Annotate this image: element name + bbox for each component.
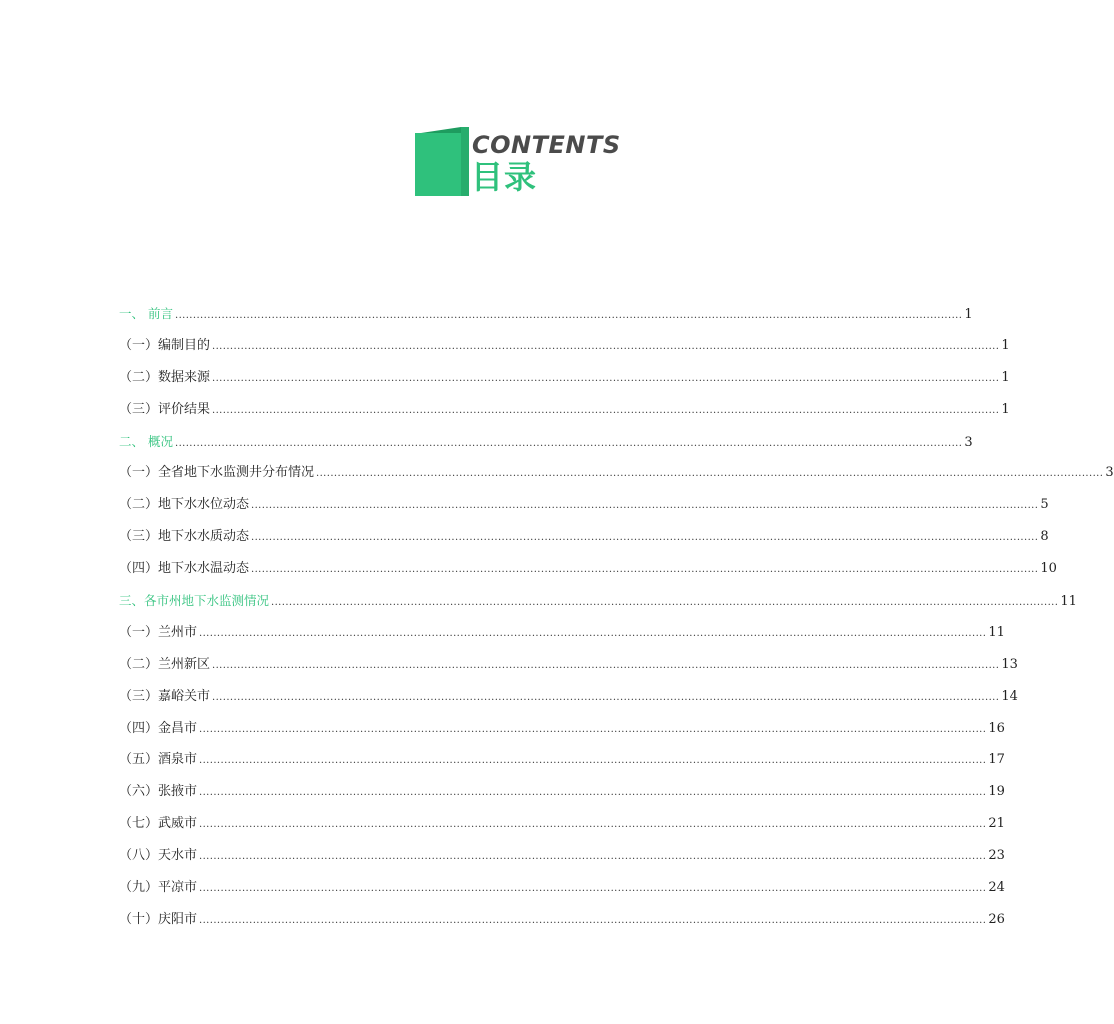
toc-page-number: 8 bbox=[1040, 529, 1049, 545]
toc-dot-leader: ............................................................................................................................................................................................................................ bbox=[199, 914, 987, 926]
toc-dot-leader: ............................................................................................................................................................................................................................ bbox=[212, 404, 1000, 416]
toc-entry-label: （二）兰州新区 bbox=[119, 656, 211, 672]
toc-page-number: 13 bbox=[1001, 656, 1018, 672]
toc-entry-label: （三）嘉峪关市 bbox=[119, 688, 211, 704]
toc-entry-label: （一）编制目的 bbox=[119, 337, 211, 353]
toc-chapter-entry[interactable] bbox=[119, 429, 973, 461]
toc-entry-label: 三、各市州地下水监测情况 bbox=[119, 593, 270, 609]
toc-dot-leader: ............................................................................................................................................................................................................................ bbox=[199, 627, 987, 639]
toc-entry-label: （三）评价结果 bbox=[119, 401, 211, 417]
toc-page-number: 24 bbox=[988, 880, 1005, 896]
toc-dot-leader: ............................................................................................................................................................................................................................ bbox=[251, 532, 1039, 544]
toc-page-number: 1 bbox=[964, 307, 973, 322]
toc-entry-label: 一、 前言 bbox=[119, 306, 173, 321]
toc-entry-label: （四）金昌市 bbox=[119, 720, 198, 736]
toc-page-number: 19 bbox=[988, 784, 1005, 800]
toc-chapter-entry[interactable] bbox=[119, 301, 973, 333]
toc-page-number: 3 bbox=[1105, 465, 1114, 481]
toc-entry-label: （五）酒泉市 bbox=[119, 752, 198, 768]
toc-dot-leader: ............................................................................................................................................................................................................................ bbox=[212, 691, 1000, 703]
toc-entry-label: （七）武威市 bbox=[119, 816, 198, 832]
toc-dot-leader: ............................................................................................................................................................................................................................ bbox=[212, 372, 1000, 384]
toc-section-entry[interactable] bbox=[119, 397, 1010, 429]
green-book-square-icon bbox=[415, 127, 469, 196]
toc-page-number: 26 bbox=[988, 911, 1005, 927]
toc-section-entry[interactable] bbox=[119, 524, 1049, 556]
toc-dot-leader: ............................................................................................................................................................................................................................ bbox=[251, 564, 1039, 576]
toc-dot-leader: ............................................................................................................................................................................................................................ bbox=[316, 468, 1104, 480]
toc-dot-leader: ............................................................................................................................................................................................................................ bbox=[271, 597, 1059, 609]
table-of-contents bbox=[119, 301, 1114, 939]
toc-dot-leader: ............................................................................................................................................................................................................................ bbox=[199, 819, 987, 831]
toc-page-number: 21 bbox=[988, 816, 1005, 832]
toc-section-entry[interactable] bbox=[119, 811, 1005, 843]
toc-section-entry[interactable] bbox=[119, 652, 1018, 684]
toc-dot-leader: ............................................................................................................................................................................................................................ bbox=[174, 310, 963, 321]
toc-entry-label: （十）庆阳市 bbox=[119, 911, 198, 927]
toc-section-entry[interactable] bbox=[119, 492, 1049, 524]
toc-page-number: 5 bbox=[1040, 497, 1049, 513]
toc-entry-label: （三）地下水水质动态 bbox=[119, 529, 250, 545]
toc-page-number: 11 bbox=[1060, 594, 1077, 610]
toc-entry-label: （一）全省地下水监测井分布情况 bbox=[119, 465, 315, 481]
toc-dot-leader: ............................................................................................................................................................................................................................ bbox=[199, 883, 987, 895]
contents-label: CONTENTS bbox=[472, 131, 621, 159]
toc-section-entry[interactable] bbox=[119, 684, 1018, 716]
toc-section-entry[interactable] bbox=[119, 716, 1005, 748]
toc-section-entry[interactable] bbox=[119, 779, 1005, 811]
toc-page-number: 16 bbox=[988, 720, 1005, 736]
toc-entry-label: （九）平凉市 bbox=[119, 880, 198, 896]
toc-section-entry[interactable] bbox=[119, 556, 1057, 588]
toc-dot-leader: ............................................................................................................................................................................................................................ bbox=[174, 437, 963, 449]
toc-dot-leader: ............................................................................................................................................................................................................................ bbox=[212, 659, 1000, 671]
toc-dot-leader: ............................................................................................................................................................................................................................ bbox=[199, 755, 987, 767]
toc-page-number: 14 bbox=[1001, 688, 1018, 704]
toc-page-number: 1 bbox=[1001, 401, 1010, 417]
toc-page-number: 17 bbox=[988, 752, 1005, 768]
toc-dot-leader: ............................................................................................................................................................................................................................ bbox=[199, 851, 987, 863]
toc-section-entry[interactable] bbox=[119, 460, 1114, 492]
contents-header bbox=[415, 127, 655, 201]
toc-page-number: 11 bbox=[988, 624, 1005, 640]
toc-entry-label: （四）地下水水温动态 bbox=[119, 561, 250, 577]
toc-section-entry[interactable] bbox=[119, 907, 1005, 939]
toc-entry-label: 二、 概况 bbox=[119, 433, 173, 449]
toc-page-number: 10 bbox=[1040, 561, 1057, 577]
page-title: 目录 bbox=[471, 158, 538, 196]
toc-section-entry[interactable] bbox=[119, 875, 1005, 907]
toc-dot-leader: ............................................................................................................................................................................................................................ bbox=[212, 340, 1000, 352]
toc-entry-label: （二）地下水水位动态 bbox=[119, 497, 250, 513]
toc-page-number: 3 bbox=[964, 434, 973, 450]
toc-section-entry[interactable] bbox=[119, 620, 1005, 652]
toc-dot-leader: ............................................................................................................................................................................................................................ bbox=[251, 500, 1039, 512]
toc-entry-label: （八）天水市 bbox=[119, 848, 198, 864]
toc-section-entry[interactable] bbox=[119, 365, 1010, 397]
toc-page-number: 1 bbox=[1001, 337, 1010, 353]
toc-section-entry[interactable] bbox=[119, 333, 1010, 365]
toc-dot-leader: ............................................................................................................................................................................................................................ bbox=[199, 723, 987, 735]
toc-section-entry[interactable] bbox=[119, 843, 1005, 875]
toc-entry-label: （六）张掖市 bbox=[119, 784, 198, 800]
toc-chapter-entry[interactable] bbox=[119, 588, 1077, 620]
toc-page-number: 1 bbox=[1001, 369, 1010, 385]
toc-dot-leader: ............................................................................................................................................................................................................................ bbox=[199, 787, 987, 799]
toc-page-number: 23 bbox=[988, 848, 1005, 864]
toc-section-entry[interactable] bbox=[119, 747, 1005, 779]
toc-entry-label: （一）兰州市 bbox=[119, 624, 198, 640]
toc-entry-label: （二）数据来源 bbox=[119, 369, 211, 385]
